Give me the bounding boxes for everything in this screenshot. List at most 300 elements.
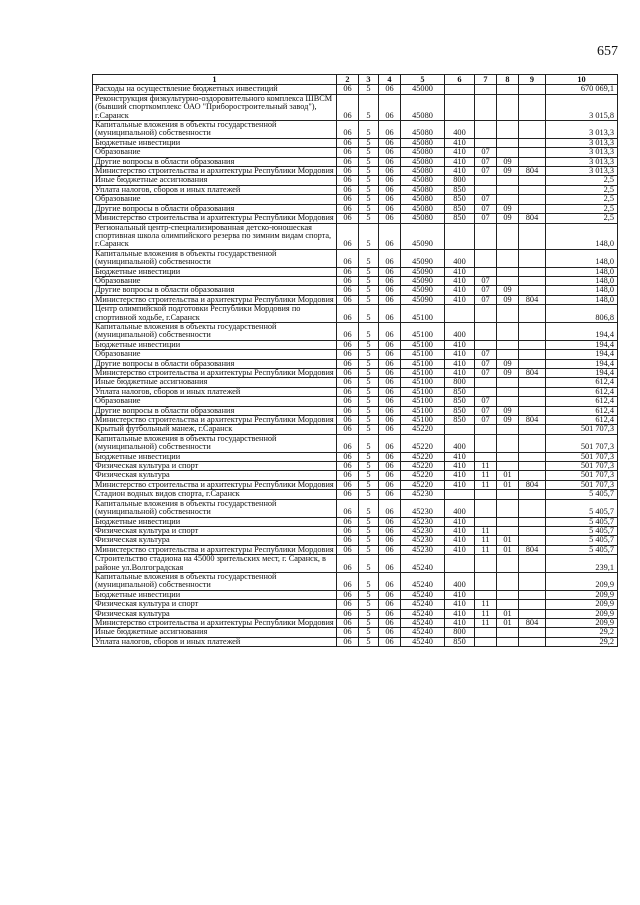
row-amount: 194,4 [546, 359, 618, 368]
cell-code: 800 [445, 378, 475, 387]
cell-code [519, 267, 546, 276]
cell-code: 09 [497, 157, 519, 166]
cell-code [519, 462, 546, 471]
header-cell: 2 [337, 75, 359, 85]
row-name: Министерство строительства и архитектуры Республики Мордовия [93, 295, 337, 304]
cell-code: 5 [359, 176, 379, 185]
cell-code: 45090 [401, 286, 445, 295]
cell-code: 5 [359, 609, 379, 618]
table-row [93, 350, 618, 359]
row-name: Капитальные вложения в объекты государственной (муниципальной) собственности [93, 121, 337, 139]
cell-code [497, 517, 519, 526]
cell-code: 45230 [401, 545, 445, 554]
row-name: Уплата налогов, сборов и иных платежей [93, 637, 337, 646]
cell-code: 06 [337, 157, 359, 166]
cell-code [519, 195, 546, 204]
cell-code: 804 [519, 295, 546, 304]
row-amount: 209,9 [546, 609, 618, 618]
cell-code: 45100 [401, 350, 445, 359]
cell-code: 45090 [401, 295, 445, 304]
table-row [93, 471, 618, 480]
cell-code: 410 [445, 359, 475, 368]
cell-code: 07 [475, 350, 497, 359]
cell-code [519, 340, 546, 349]
cell-code: 5 [359, 590, 379, 599]
cell-code: 01 [497, 536, 519, 545]
cell-code: 06 [337, 286, 359, 295]
cell-code [519, 637, 546, 646]
cell-code [519, 425, 546, 434]
cell-code: 06 [379, 138, 401, 147]
cell-code [519, 94, 546, 120]
cell-code: 5 [359, 452, 379, 461]
row-amount: 194,4 [546, 322, 618, 340]
row-name: Образование [93, 195, 337, 204]
cell-code: 5 [359, 499, 379, 517]
row-amount: 5 405,7 [546, 517, 618, 526]
cell-code: 06 [379, 295, 401, 304]
cell-code [519, 555, 546, 573]
cell-code: 410 [445, 462, 475, 471]
cell-code: 5 [359, 378, 379, 387]
row-name: Строительство стадиона на 45000 зрительских мест, г. Саранск, в районе ул.Волгоградская [93, 555, 337, 573]
table-row [93, 176, 618, 185]
table-row [93, 340, 618, 349]
cell-code: 45100 [401, 387, 445, 396]
cell-code [497, 526, 519, 535]
row-name: Министерство строительства и архитектуры Республики Мордовия [93, 545, 337, 554]
cell-code: 45090 [401, 276, 445, 285]
cell-code [475, 176, 497, 185]
row-name: Капитальные вложения в объекты государственной (муниципальной) собственности [93, 434, 337, 452]
table-row [93, 195, 618, 204]
row-amount: 209,9 [546, 618, 618, 627]
cell-code [497, 434, 519, 452]
cell-code: 850 [445, 387, 475, 396]
cell-code [519, 322, 546, 340]
cell-code: 5 [359, 536, 379, 545]
header-cell: 9 [519, 75, 546, 85]
row-amount: 612,4 [546, 397, 618, 406]
cell-code [497, 121, 519, 139]
row-name: Иные бюджетные ассигнования [93, 176, 337, 185]
cell-code: 06 [337, 204, 359, 213]
row-amount: 501 707,3 [546, 434, 618, 452]
cell-code: 07 [475, 359, 497, 368]
cell-code [519, 359, 546, 368]
table-row [93, 545, 618, 554]
cell-code [497, 590, 519, 599]
cell-code: 06 [337, 480, 359, 489]
cell-code: 06 [337, 490, 359, 499]
cell-code: 06 [379, 214, 401, 223]
cell-code: 45240 [401, 572, 445, 590]
row-amount: 29,2 [546, 628, 618, 637]
row-amount: 501 707,3 [546, 425, 618, 434]
cell-code: 06 [379, 94, 401, 120]
cell-code: 400 [445, 121, 475, 139]
table-row [93, 249, 618, 267]
cell-code [497, 267, 519, 276]
cell-code: 45080 [401, 214, 445, 223]
table-row [93, 204, 618, 213]
row-name: Центр олимпийской подготовки Республики Мордовия по спортивной ходьбе, г.Саранск [93, 305, 337, 323]
cell-code: 410 [445, 517, 475, 526]
cell-code: 410 [445, 609, 475, 618]
table-row [93, 517, 618, 526]
cell-code: 06 [379, 185, 401, 194]
row-amount: 209,9 [546, 600, 618, 609]
row-amount: 2,5 [546, 204, 618, 213]
cell-code: 06 [337, 85, 359, 94]
cell-code: 06 [379, 637, 401, 646]
cell-code: 45080 [401, 176, 445, 185]
cell-code: 5 [359, 286, 379, 295]
cell-code: 06 [337, 590, 359, 599]
row-name: Образование [93, 350, 337, 359]
cell-code [497, 138, 519, 147]
row-amount: 5 405,7 [546, 545, 618, 554]
cell-code [519, 249, 546, 267]
cell-code: 11 [475, 536, 497, 545]
cell-code: 45240 [401, 609, 445, 618]
cell-code: 06 [337, 526, 359, 535]
cell-code [519, 138, 546, 147]
cell-code: 11 [475, 618, 497, 627]
cell-code: 06 [337, 185, 359, 194]
cell-code: 45240 [401, 600, 445, 609]
row-amount: 209,9 [546, 572, 618, 590]
cell-code: 45090 [401, 223, 445, 249]
cell-code: 06 [337, 416, 359, 425]
cell-code: 06 [379, 305, 401, 323]
cell-code: 01 [497, 609, 519, 618]
row-name: Бюджетные инвестиции [93, 517, 337, 526]
row-name: Физическая культура [93, 471, 337, 480]
row-name: Физическая культура и спорт [93, 526, 337, 535]
cell-code: 45230 [401, 490, 445, 499]
cell-code: 06 [379, 462, 401, 471]
cell-code: 45230 [401, 526, 445, 535]
cell-code: 45220 [401, 462, 445, 471]
cell-code [519, 223, 546, 249]
row-name: Министерство строительства и архитектуры Республики Мордовия [93, 214, 337, 223]
cell-code: 06 [337, 167, 359, 176]
cell-code [519, 286, 546, 295]
row-name: Другие вопросы в области образования [93, 359, 337, 368]
cell-code: 5 [359, 350, 379, 359]
cell-code: 5 [359, 462, 379, 471]
cell-code [497, 490, 519, 499]
cell-code: 5 [359, 490, 379, 499]
cell-code: 06 [337, 322, 359, 340]
table-row [93, 397, 618, 406]
cell-code [497, 148, 519, 157]
cell-code: 45080 [401, 121, 445, 139]
row-amount: 5 405,7 [546, 526, 618, 535]
cell-code: 06 [337, 471, 359, 480]
cell-code: 5 [359, 267, 379, 276]
cell-code: 07 [475, 397, 497, 406]
table-row [93, 157, 618, 166]
cell-code [519, 517, 546, 526]
cell-code: 09 [497, 416, 519, 425]
cell-code: 06 [379, 121, 401, 139]
cell-code [475, 572, 497, 590]
cell-code: 5 [359, 425, 379, 434]
cell-code: 410 [445, 369, 475, 378]
cell-code: 410 [445, 526, 475, 535]
cell-code [497, 322, 519, 340]
cell-code: 06 [379, 378, 401, 387]
cell-code: 06 [379, 545, 401, 554]
cell-code: 06 [337, 600, 359, 609]
cell-code: 06 [379, 369, 401, 378]
cell-code: 5 [359, 223, 379, 249]
cell-code [497, 94, 519, 120]
table-row [93, 425, 618, 434]
cell-code: 06 [379, 397, 401, 406]
row-name: Бюджетные инвестиции [93, 138, 337, 147]
cell-code: 06 [337, 628, 359, 637]
cell-code: 06 [337, 637, 359, 646]
cell-code: 400 [445, 249, 475, 267]
cell-code: 06 [379, 286, 401, 295]
table-row [93, 590, 618, 599]
cell-code: 5 [359, 138, 379, 147]
cell-code: 45220 [401, 471, 445, 480]
cell-code: 5 [359, 94, 379, 120]
cell-code [475, 387, 497, 396]
cell-code [445, 425, 475, 434]
cell-code [475, 249, 497, 267]
cell-code: 06 [337, 295, 359, 304]
cell-code [497, 223, 519, 249]
cell-code: 5 [359, 249, 379, 267]
cell-code: 5 [359, 148, 379, 157]
cell-code [497, 600, 519, 609]
table-row [93, 480, 618, 489]
cell-code: 06 [337, 369, 359, 378]
cell-code: 06 [379, 499, 401, 517]
row-amount: 148,0 [546, 286, 618, 295]
cell-code [497, 628, 519, 637]
cell-code [445, 555, 475, 573]
cell-code: 06 [379, 85, 401, 94]
cell-code: 06 [337, 305, 359, 323]
row-name: Иные бюджетные ассигнования [93, 378, 337, 387]
cell-code: 06 [337, 555, 359, 573]
cell-code: 06 [337, 618, 359, 627]
table-row [93, 94, 618, 120]
cell-code: 45100 [401, 406, 445, 415]
cell-code: 06 [337, 214, 359, 223]
cell-code: 06 [337, 545, 359, 554]
row-name: Образование [93, 397, 337, 406]
row-name: Реконструкция физкультурно-оздоровительного комплекса ШВСМ (бывший спорткомплекс ОАО "Приборостроительный завод"), г.Саранск [93, 94, 337, 120]
cell-code: 45220 [401, 434, 445, 452]
table-row [93, 305, 618, 323]
cell-code [497, 397, 519, 406]
row-name: Другие вопросы в области образования [93, 157, 337, 166]
cell-code: 45220 [401, 425, 445, 434]
header-cell: 5 [401, 75, 445, 85]
cell-code [497, 555, 519, 573]
row-name: Министерство строительства и архитектуры Республики Мордовия [93, 167, 337, 176]
cell-code [519, 628, 546, 637]
row-name: Физическая культура и спорт [93, 600, 337, 609]
cell-code: 06 [379, 340, 401, 349]
table-row [93, 369, 618, 378]
cell-code [519, 600, 546, 609]
cell-code: 06 [337, 195, 359, 204]
cell-code: 45080 [401, 167, 445, 176]
cell-code: 06 [379, 572, 401, 590]
cell-code [519, 490, 546, 499]
table-row [93, 167, 618, 176]
cell-code: 410 [445, 545, 475, 554]
cell-code: 06 [337, 148, 359, 157]
cell-code: 850 [445, 195, 475, 204]
cell-code: 5 [359, 406, 379, 415]
cell-code: 5 [359, 195, 379, 204]
header-cell: 8 [497, 75, 519, 85]
cell-code: 01 [497, 545, 519, 554]
cell-code: 06 [379, 609, 401, 618]
cell-code [497, 425, 519, 434]
budget-table [92, 74, 618, 647]
cell-code: 06 [379, 249, 401, 267]
table-row [93, 138, 618, 147]
table-row [93, 267, 618, 276]
row-amount: 2,5 [546, 214, 618, 223]
cell-code: 410 [445, 148, 475, 157]
cell-code: 5 [359, 600, 379, 609]
row-name: Бюджетные инвестиции [93, 267, 337, 276]
cell-code: 45080 [401, 148, 445, 157]
row-amount: 194,4 [546, 350, 618, 359]
cell-code [519, 536, 546, 545]
cell-code [475, 138, 497, 147]
cell-code [519, 609, 546, 618]
cell-code: 5 [359, 204, 379, 213]
row-amount: 5 405,7 [546, 499, 618, 517]
cell-code: 5 [359, 121, 379, 139]
cell-code: 06 [379, 628, 401, 637]
cell-code: 45080 [401, 138, 445, 147]
cell-code [519, 350, 546, 359]
cell-code: 45100 [401, 340, 445, 349]
cell-code [475, 490, 497, 499]
cell-code: 410 [445, 138, 475, 147]
cell-code: 400 [445, 322, 475, 340]
table-row [93, 214, 618, 223]
cell-code: 45100 [401, 378, 445, 387]
row-amount: 2,5 [546, 185, 618, 194]
cell-code [497, 572, 519, 590]
table-row [93, 536, 618, 545]
cell-code: 06 [379, 276, 401, 285]
cell-code: 06 [379, 267, 401, 276]
cell-code: 45230 [401, 499, 445, 517]
cell-code: 06 [379, 618, 401, 627]
cell-code [497, 350, 519, 359]
cell-code: 5 [359, 572, 379, 590]
cell-code [519, 185, 546, 194]
cell-code: 5 [359, 480, 379, 489]
cell-code: 5 [359, 618, 379, 627]
row-amount: 5 405,7 [546, 536, 618, 545]
table-row [93, 322, 618, 340]
cell-code: 06 [337, 572, 359, 590]
cell-code: 850 [445, 185, 475, 194]
cell-code: 804 [519, 480, 546, 489]
cell-code: 5 [359, 167, 379, 176]
cell-code [445, 305, 475, 323]
table-row [93, 276, 618, 285]
cell-code: 45090 [401, 267, 445, 276]
cell-code: 410 [445, 267, 475, 276]
cell-code: 45240 [401, 618, 445, 627]
cell-code: 410 [445, 157, 475, 166]
row-amount: 194,4 [546, 340, 618, 349]
cell-code: 09 [497, 286, 519, 295]
cell-code: 400 [445, 572, 475, 590]
cell-code [475, 452, 497, 461]
cell-code [519, 148, 546, 157]
row-name: Физическая культура [93, 536, 337, 545]
cell-code: 06 [337, 406, 359, 415]
cell-code [497, 637, 519, 646]
row-amount: 612,4 [546, 406, 618, 415]
row-amount: 148,0 [546, 249, 618, 267]
row-amount: 2,5 [546, 195, 618, 204]
cell-code [475, 340, 497, 349]
cell-code: 410 [445, 600, 475, 609]
table-row [93, 637, 618, 646]
cell-code: 410 [445, 536, 475, 545]
cell-code: 5 [359, 526, 379, 535]
cell-code: 45100 [401, 359, 445, 368]
row-amount: 3 013,3 [546, 157, 618, 166]
cell-code: 06 [379, 600, 401, 609]
cell-code [497, 176, 519, 185]
row-name: Капитальные вложения в объекты государственной (муниципальной) собственности [93, 499, 337, 517]
cell-code: 09 [497, 369, 519, 378]
cell-code: 07 [475, 406, 497, 415]
table-row [93, 406, 618, 415]
cell-code [519, 526, 546, 535]
cell-code: 45080 [401, 94, 445, 120]
cell-code: 45100 [401, 369, 445, 378]
table-row [93, 628, 618, 637]
row-name: Образование [93, 148, 337, 157]
cell-code: 800 [445, 628, 475, 637]
cell-code [519, 204, 546, 213]
row-amount: 612,4 [546, 387, 618, 396]
row-name: Другие вопросы в области образования [93, 204, 337, 213]
table-row [93, 416, 618, 425]
cell-code: 07 [475, 157, 497, 166]
cell-code: 45080 [401, 157, 445, 166]
cell-code: 06 [379, 590, 401, 599]
cell-code: 06 [337, 517, 359, 526]
cell-code [519, 572, 546, 590]
cell-code [475, 305, 497, 323]
cell-code [519, 499, 546, 517]
cell-code: 06 [337, 387, 359, 396]
cell-code: 5 [359, 85, 379, 94]
